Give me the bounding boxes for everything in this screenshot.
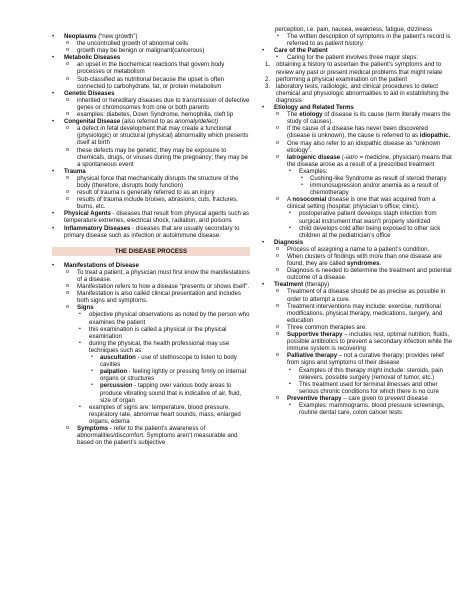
list-item: ▪ objective physical observations as noted by the person who examines the patient [79, 311, 250, 326]
symptoms-item: o Symptoms - refer to the patient’s awareness of abnormalities/discomfort. Symptoms aren’t measurable and based on the patient’s subjective [66, 424, 238, 447]
list-item: o Treatment of a disease should be as precise as possible in order to attempt a cure. [276, 288, 446, 303]
genetic-item: • Genetic Diseases o inherited or hereditary diseases due to transmission of defective genes or chromosomes from one or both parents o examples: diabetes, Down Syndrome, hemophilia, cleft lip [52, 89, 250, 119]
manifestations-item: • Manifestations of Disease o To treat a patient, a physician must first know the manifestations of a disease. o Manifestation refers to how a disease “presents or shows itself”. o Manifestation is also called clinical presentation and includes both signs and symptoms. o Signs ▪ objective physical observations as noted by the person who examines the patient ▪ this examination is called a physical or the physical examination ▪ during the physical, the health professional may use techniques such as: • auscultation - use of stethoscope to listen to body cavities • palpation - feeling lightly or pressing firmly on internal organs or structures • percussion - tapping over various body areas to produce vibrating sound that is indicative of air, fluid, size of organ ▪ examples of signs are: temperature, blood pressure, respiratory rate, abnormal heart sounds, mass, enlarged organs, edema o Symptoms - refer to the patient’s awareness of abnormalities/discomfort. Symptoms aren’t measurable and based on the patient’s subjective [52, 261, 250, 447]
manifestations-term: Manifestations of Disease [64, 261, 139, 269]
list-item: o a defect in fetal development that may create a functional (physiologic) or structural (physical) abnormality which presents itself at birth [66, 125, 249, 147]
list-item: o A nosocomial disease is one that was acquired from a clinical setting (hospital; physician’s office; clinic). ▪ postoperative patient develops staph infection from surgical instrument that wasn’t properly sterilized ▪ child develops cold after being exposed to other sick children at the pediatrician’s office [274, 196, 452, 239]
list-item: o Diagnosis is needed to determine the treatment and potential outcome of a disease. [276, 267, 452, 282]
care-step: 1. obtaining a history to ascertain the patient’s symptoms and to review any past or present medical problems that might relate [265, 61, 443, 76]
list-item: • Caring for the patient involves three major steps: [276, 54, 419, 62]
list-item: o Three common therapies are: [276, 323, 367, 331]
treatment-item: • Treatment (therapy) o Treatment of a disease should be as precise as possible in order to attempt a cure. o Treatment interventions may include: exercise, nutritional modifications, physical therapy, medications, surgery, and education o Three common therapies are: o Supportive therapy – includes rest, optimal nutrition, fluids, possible antibiotics to prevent a secondary infection while the immune system is recovering o Palliative therapy – not a curative therapy; provides relief from signs and symptoms of their disease ▪ Examples of this therapy might include: steroids, pain relievers, possible surgery (removal of tumor, etc.) ▪ This treatment used for terminal illnesses and other serious chronic conditions for which there is no cure o Preventive therapy – care given to prevent disease ▪ Examples: mammograms, blood pressure screenings, routine dental care, colon cancer tests [262, 281, 452, 417]
list-item: o Process of assigning a name to a patient’s condition. [276, 245, 430, 253]
list-item: o inherited or hereditary diseases due to transmission of defective genes or chromosomes from one or both parents [66, 96, 250, 111]
list-item: o examples: diabetes, Down Syndrome, hemophilia, cleft lip [66, 111, 234, 119]
list-item: o Iatrogenic disease (-iatro = medicine, physician) means that the disease arose as a result of a prescribed treatment ▪ Examples: • Cushing-like Syndrome as result of steroid therapy • immunosupression and/or anemia as a result of chemotherapy [276, 153, 452, 197]
list-item: o these defects may be genetic; they may be exposure to chemicals, drugs, or viruses during the pregnancy; they may be a spontaneous event [66, 146, 249, 168]
list-item: o result of trauma is generally referred to as an injury [66, 189, 215, 197]
neoplasms-item: • Neoplasms (“new growth”) o the uncontrolled growth of abnormal cells o growth may be benign or malignant(cancerous) [52, 33, 250, 54]
care-step: 2. performing a physical examination on the patient [265, 75, 408, 83]
section-title-band: THE DISEASE PROCESS [52, 247, 250, 256]
neoplasms-term: Neoplasms [64, 33, 97, 40]
list-item: • immunosupression and/or anemia as a result of chemotherapy [301, 182, 439, 197]
treatment-term: Treatment [274, 281, 304, 289]
technique-percussion: • percussion - tapping over various body areas to produce vibrating sound that is indicative of air, fluid, size of organ [91, 382, 242, 404]
list-item: ▪ Examples of this therapy might include: steroids, pain relievers, possible surgery (removal of tumor, etc.) [289, 366, 443, 381]
palliative-therapy: o Palliative therapy – not a curative therapy; provides relief from signs and symptoms of their disease ▪ Examples of this therapy might include: steroids, pain relievers, possible surgery (removal of tumor, etc.) ▪ This treatment used for terminal illnesses and other serious chronic conditions for which there is no cure [274, 352, 452, 395]
inflammatory-item: • Inflammatory Diseases - diseases that are usually secondary to primary disease such as infection or autoimmune disease. [52, 224, 240, 239]
care-item: • Care of the Patient • Caring for the patient involves three major steps: 1. obtaining a history to ascertain the patient’s symptoms and to review any past or present medical problems that might relate 2. performing a physical examination on the patient 3. laboratory tests, radiologic, and clinical procedures to detect chemical and physiologic abnormalities to aid in establishing the diagnosis [262, 47, 452, 104]
list-item: o Manifestation is also called clinical presentation and includes both signs and symptoms. [66, 290, 241, 305]
trauma-term: Trauma [64, 167, 86, 175]
diagnosis-term: Diagnosis [274, 238, 304, 246]
trauma-item: • Trauma o physical force that mechanically disrupts the structure of the body (therefore, disrupts body function) o result of trauma is generally referred to as an injury o results of trauma include bruises, abrasions, cuts, fractures, burns, etc. [52, 168, 250, 211]
physical-agents-item: • Physical Agents - diseases that result from physical agents such as temperature extremes, electrical shock, radiation, and poisons [52, 210, 250, 225]
list-item: ▪ Examples: • Cushing-like Syndrome as result of steroid therapy • immunosupression and/or anemia as a result of chemotherapy [287, 168, 452, 196]
list-item: ▪ This treatment used for terminal illnesses and other serious chronic conditions for which there is no cure [289, 380, 439, 395]
preventive-therapy: o Preventive therapy – care given to prevent disease ▪ Examples: mammograms, blood pressure screenings, routine dental care, colon cancer tests [274, 395, 452, 416]
etiology-item: • Etiology and Related Terms o The etiology of disease is its cause (term literally means the study of causes). o If the cause of a disease has never been discovered (disease is unknown), the cause is referred to as idiopathic. o One may also refer to an idiopathic disease as “unknown etiology”. o Iatrogenic disease (-iatro = medicine, physician) means that the disease arose as a result of a prescribed treatment ▪ Examples: • Cushing-like Syndrome as result of steroid therapy • immunosupression and/or anemia as a result of chemotherapy o A nosocomial disease is one that was acquired from a clinical setting (hospital; physician’s office; clinic). ▪ postoperative patient develops staph infection from surgical instrument that wasn’t properly sterilized ▪ child develops cold after being exposed to other sick children at the pediatrician’s office [262, 104, 452, 239]
list-item: ▪ The written description of symptoms in the patient’s record is referred to as patient history. [277, 33, 451, 48]
congenital-term: Congenital Disease [64, 118, 121, 126]
care-term: Care of the Patient [274, 47, 328, 55]
metabolic-item: • Metabolic Diseases o an upset in the biochemical reactions that govern body processes or metabolism o Sub-classified as nutritional because the upset is often connected to carbohydrate, fat, or protein metabolism [52, 54, 250, 89]
list-item: o To treat a patient, a physician must first know the manifestations of a disease. [66, 268, 250, 283]
list-item: • Cushing-like Syndrome as result of steroid therapy [301, 174, 447, 182]
list-item: o Sub-classified as nutritional because the upset is often connected to carbohydrate, fat, or protein metabolism [66, 75, 225, 90]
care-step: 3. laboratory tests, radiologic, and clinical procedures to detect chemical and physiologic abnormalities to aid in establishing the diagnosis [265, 82, 449, 104]
diagnosis-item: • Diagnosis o Process of assigning a name to a patient’s condition. o When clusters of findings with more than one disease are found, they are called syndromes. o Diagnosis is needed to determine the treatment and potential outcome of a disease. [262, 238, 452, 282]
etiology-term: Etiology and Related Terms [274, 104, 354, 112]
list-item: ▪ examples of signs are: temperature, blood pressure, respiratory rate, abnormal heart sounds, mass, enlarged organs, edema [79, 403, 241, 425]
genetic-term: Genetic Diseases [64, 89, 115, 97]
list-item: o physical force that mechanically disrupts the structure of the body (therefore, disrupts body function) [66, 174, 239, 189]
list-item: o If the cause of a disease has never been discovered (disease is unknown), the cause is referred to as idiopathic. [276, 125, 451, 140]
metabolic-term: Metabolic Diseases [64, 54, 121, 62]
physical-agents-term: Physical Agents [64, 210, 111, 218]
list-item: o the uncontrolled growth of abnormal cells [66, 40, 189, 48]
list-item: o Treatment interventions may include: exercise, nutritional modifications, physical therapy, medications, surgery, and education [276, 302, 443, 324]
list-item: o Manifestation refers to how a disease “presents or shows itself”. [66, 283, 250, 291]
list-item: o When clusters of findings with more than one disease are found, they are called syndromes. [276, 253, 442, 268]
signs-item: o Signs ▪ objective physical observations as noted by the person who examines the patient ▪ this examination is called a physical or the physical examination ▪ during the physical, the health professional may use techniques such as: • auscultation - use of stethoscope to listen to body cavities • palpation - feeling lightly or pressing firmly on internal organs or structures • percussion - tapping over various body areas to produce vibrating sound that is indicative of air, fluid, size of organ ▪ examples of signs are: temperature, blood pressure, respiratory rate, abnormal heart sounds, mass, enlarged organs, edema [66, 304, 250, 425]
technique-palpation: • palpation - feeling lightly or pressing firmly on internal organs or structures [91, 368, 246, 383]
left-column [52, 33, 250, 446]
list-item: o One may also refer to an idiopathic disease as “unknown etiology”. [276, 139, 441, 154]
list-item: o results of trauma include bruises, abrasions, cuts, fractures, burns, etc. [66, 196, 238, 211]
list-item: o an upset in the biochemical reactions that govern body processes or metabolism [66, 61, 225, 76]
list-item: ▪ this examination is called a physical or the physical examination [79, 325, 227, 340]
congenital-item: • Congenital Disease (also referred to as anomaly/defect) o a defect in fetal development that may create a functional (physiologic) or structural (physical) abnormality which presents itself at birth o these defects may be genetic; they may be exposure to chemicals, drugs, or viruses during the pregnancy; they may be a spontaneous event [52, 118, 249, 168]
technique-auscultation: • auscultation - use of stethoscope to listen to body cavities [91, 354, 237, 369]
list-item: ▪ Examples: mammograms, blood pressure screenings, routine dental care, colon cancer tests [289, 401, 445, 417]
list-item: o The etiology of disease is its cause (term literally means the study of causes). [276, 111, 451, 126]
inflammatory-term: Inflammatory Diseases [64, 224, 131, 232]
supportive-therapy: o Supportive therapy – includes rest, optimal nutrition, fluids, possible antibiotics to prevent a secondary infection while the immune system is recovering [276, 331, 452, 353]
list-item: ▪ postoperative patient develops staph infection from surgical instrument that wasn’t properly sterilized [289, 210, 437, 225]
list-item: ▪ child develops cold after being exposed to other sick children at the pediatrician’s office [289, 224, 441, 239]
right-column [262, 26, 452, 416]
list-item: o growth may be benign or malignant(cancerous) [66, 47, 205, 55]
continued-text: perception, i.e. pain, nausea, weakness, fatigue, dizziness ▪ The written description of symptoms in the patient’s record is referred to as patient history. [275, 26, 451, 48]
list-item: ▪ during the physical, the health professional may use techniques such as: • auscultation - use of stethoscope to listen to body cavities • palpation - feeling lightly or pressing firmly on internal organs or structures • percussion - tapping over various body areas to produce vibrating sound that is indicative of air, fluid, size of organ [77, 340, 250, 404]
